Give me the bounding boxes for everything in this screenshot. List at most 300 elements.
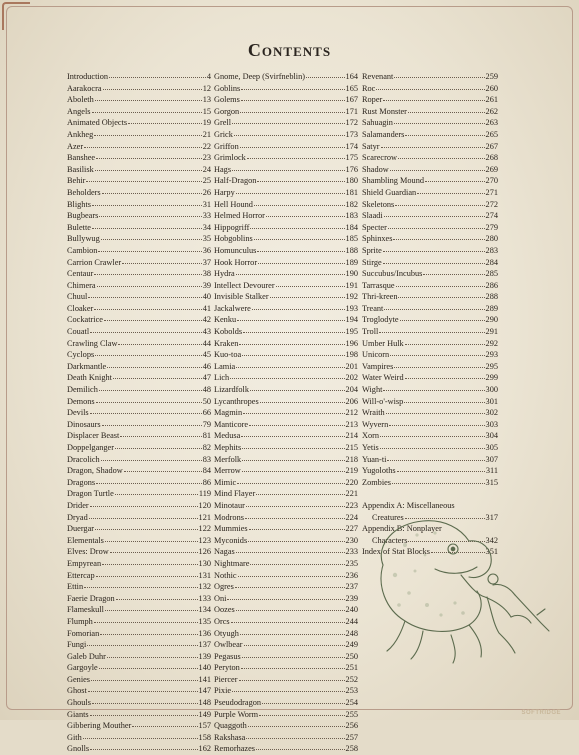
entry-name: Hydra bbox=[214, 269, 235, 279]
entry-page-number: 251 bbox=[345, 663, 358, 673]
entry-page-number: 188 bbox=[345, 245, 358, 255]
entry-page-number: 233 bbox=[345, 547, 358, 557]
dot-leader bbox=[262, 696, 345, 704]
dot-leader bbox=[235, 580, 345, 588]
entry-name: Demons bbox=[67, 396, 95, 406]
dot-leader bbox=[246, 499, 345, 507]
entry-page-number: 265 bbox=[485, 129, 498, 139]
entry-name: Demilich bbox=[67, 385, 98, 395]
entry-page-number: 293 bbox=[485, 350, 498, 360]
dot-leader bbox=[242, 650, 345, 658]
entry-page-number: 130 bbox=[198, 558, 211, 568]
entry-page-number: 224 bbox=[345, 512, 358, 522]
entry-page-number: 45 bbox=[202, 350, 211, 360]
entry-page-number: 33 bbox=[202, 211, 211, 221]
entry-name: Yuan-ti bbox=[362, 454, 387, 464]
entry-page-number: 303 bbox=[485, 419, 498, 429]
entry-name: Characters bbox=[372, 535, 408, 545]
entry-page-number: 288 bbox=[485, 292, 498, 302]
entry-page-number: 176 bbox=[345, 164, 358, 174]
entry-name: Succubus/Incubus bbox=[362, 269, 423, 279]
entry-page-number: 280 bbox=[485, 234, 498, 244]
entry-page-number: 158 bbox=[198, 732, 211, 742]
entry-name: Index of Stat Blocks bbox=[362, 547, 430, 557]
entry-page-number: 239 bbox=[345, 593, 358, 603]
dot-leader bbox=[239, 337, 344, 345]
contents-column-1 bbox=[67, 71, 211, 755]
entry-name: Otyugh bbox=[214, 628, 239, 638]
dot-leader bbox=[110, 545, 198, 553]
entry-name: Dragons bbox=[67, 477, 96, 487]
entry-name: Dryad bbox=[67, 512, 88, 522]
entry-page-number: 183 bbox=[345, 211, 358, 221]
entry-page-number: 181 bbox=[345, 187, 358, 197]
toc-entry bbox=[362, 477, 498, 489]
entry-name: Piercer bbox=[214, 674, 238, 684]
dot-leader bbox=[384, 209, 485, 217]
entry-name: Behir bbox=[67, 176, 86, 186]
dot-leader bbox=[247, 151, 345, 159]
dot-leader bbox=[232, 116, 344, 124]
entry-name: Myconids bbox=[214, 535, 248, 545]
entry-page-number: 291 bbox=[485, 327, 498, 337]
entry-name: Duergar bbox=[67, 524, 95, 534]
dot-leader bbox=[94, 615, 198, 623]
appendix-title: Appendix B: Nonplayer bbox=[362, 524, 442, 534]
dot-leader bbox=[100, 627, 197, 635]
entry-page-number: 79 bbox=[202, 419, 211, 429]
entry-page-number: 119 bbox=[198, 489, 211, 499]
entry-page-number: 263 bbox=[485, 118, 498, 128]
dot-leader bbox=[234, 128, 345, 136]
dot-leader bbox=[238, 569, 345, 577]
dot-leader bbox=[405, 337, 485, 345]
entry-name: Cyclops bbox=[67, 350, 95, 360]
entry-page-number: 182 bbox=[345, 199, 358, 209]
entry-name: Orcs bbox=[214, 616, 230, 626]
entry-page-number: 42 bbox=[202, 315, 211, 325]
dot-leader bbox=[241, 429, 344, 437]
dot-leader bbox=[94, 128, 201, 136]
entry-page-number: 259 bbox=[485, 72, 498, 81]
dot-leader bbox=[250, 557, 344, 565]
entry-page-number: 213 bbox=[345, 419, 358, 429]
dot-leader bbox=[380, 441, 485, 449]
dot-leader bbox=[96, 151, 202, 159]
dot-leader bbox=[116, 592, 198, 600]
entry-page-number: 274 bbox=[485, 211, 498, 221]
entry-page-number: 253 bbox=[345, 686, 358, 696]
entry-name: Darkmantle bbox=[67, 361, 107, 371]
dot-leader bbox=[230, 371, 344, 379]
entry-name: Hook Horror bbox=[214, 257, 258, 267]
entry-page-number: 218 bbox=[345, 454, 358, 464]
dot-leader bbox=[394, 360, 484, 368]
entry-name: Gorgon bbox=[214, 106, 240, 116]
dot-leader bbox=[246, 731, 344, 739]
entry-page-number: 82 bbox=[202, 443, 211, 452]
entry-page-number: 23 bbox=[202, 153, 211, 163]
entry-name: Half-Dragon bbox=[214, 176, 257, 186]
entry-name: Hippogriff bbox=[214, 222, 250, 232]
dot-leader bbox=[95, 163, 202, 171]
corner-ornament bbox=[2, 2, 30, 30]
entry-name: Doppelganger bbox=[67, 443, 114, 452]
entry-page-number: 244 bbox=[345, 616, 358, 626]
dot-leader bbox=[97, 279, 202, 287]
dot-leader bbox=[102, 418, 202, 426]
entry-page-number: 131 bbox=[198, 570, 211, 580]
dot-leader bbox=[248, 719, 345, 727]
entry-page-number: 133 bbox=[198, 593, 211, 603]
entry-page-number: 300 bbox=[485, 385, 498, 395]
entry-page-number: 86 bbox=[202, 477, 211, 487]
entry-name: Aarakocra bbox=[67, 83, 102, 93]
dot-leader bbox=[115, 441, 202, 449]
entry-page-number: 286 bbox=[485, 280, 498, 290]
dot-leader bbox=[257, 244, 344, 252]
entry-page-number: 34 bbox=[202, 222, 211, 232]
dot-leader bbox=[95, 93, 202, 101]
entry-page-number: 270 bbox=[485, 176, 498, 186]
dot-leader bbox=[244, 638, 345, 646]
dot-leader bbox=[236, 360, 344, 368]
entry-name: Oozes bbox=[214, 605, 235, 615]
entry-page-number: 198 bbox=[345, 350, 358, 360]
dot-leader bbox=[390, 348, 484, 356]
entry-name: Xorn bbox=[362, 431, 380, 441]
dot-leader bbox=[242, 464, 345, 472]
entry-page-number: 285 bbox=[485, 269, 498, 279]
entry-page-number: 220 bbox=[345, 477, 358, 487]
entry-page-number: 250 bbox=[345, 651, 358, 661]
entry-page-number: 174 bbox=[345, 141, 358, 151]
entry-page-number: 185 bbox=[345, 234, 358, 244]
entry-name: Displacer Beast bbox=[67, 431, 120, 441]
dot-leader bbox=[89, 511, 198, 519]
entry-name: Owlbear bbox=[214, 640, 243, 650]
entry-name: Aboleth bbox=[67, 95, 94, 105]
entry-page-number: 13 bbox=[202, 95, 211, 105]
dot-leader bbox=[376, 82, 484, 90]
dot-leader bbox=[92, 696, 198, 704]
dot-leader bbox=[98, 244, 201, 252]
entry-name: Quaggoth bbox=[214, 721, 247, 731]
toad-creature-illustration bbox=[365, 505, 555, 670]
entry-name: Fomorian bbox=[67, 628, 100, 638]
entry-name: Wyvern bbox=[362, 419, 389, 429]
entry-name: Elves: Drow bbox=[67, 547, 109, 557]
dot-leader bbox=[95, 522, 198, 530]
dot-leader bbox=[102, 186, 202, 194]
entry-page-number: 164 bbox=[345, 72, 358, 81]
entry-name: Carrion Crawler bbox=[67, 257, 122, 267]
dot-leader bbox=[383, 244, 485, 252]
dot-leader bbox=[227, 592, 344, 600]
dot-leader bbox=[394, 70, 484, 78]
entry-name: Zombies bbox=[362, 477, 392, 487]
dot-leader bbox=[102, 557, 197, 565]
entry-name: Troll bbox=[362, 327, 379, 337]
dot-leader bbox=[259, 708, 344, 716]
dot-leader bbox=[88, 290, 201, 298]
entry-name: Sprite bbox=[362, 245, 382, 255]
dot-leader bbox=[237, 313, 344, 321]
entry-page-number: 184 bbox=[345, 222, 358, 232]
dot-leader bbox=[256, 487, 344, 495]
dot-leader bbox=[384, 302, 484, 310]
entry-page-number: 149 bbox=[198, 709, 211, 719]
entry-name: Pegasus bbox=[214, 651, 241, 661]
entry-name: Scarecrow bbox=[362, 153, 398, 163]
dot-leader bbox=[241, 93, 345, 101]
entry-page-number: 214 bbox=[345, 431, 358, 441]
entry-name: Medusa bbox=[214, 431, 241, 441]
dot-leader bbox=[87, 638, 197, 646]
dot-leader bbox=[266, 209, 345, 217]
entry-page-number: 202 bbox=[345, 373, 358, 383]
dot-leader bbox=[383, 383, 484, 391]
dot-leader bbox=[242, 453, 344, 461]
entry-page-number: 342 bbox=[485, 535, 498, 545]
entry-page-number: 173 bbox=[345, 129, 358, 139]
entry-page-number: 267 bbox=[485, 141, 498, 151]
entry-page-number: 237 bbox=[345, 582, 358, 592]
entry-name: Ettercap bbox=[67, 570, 95, 580]
entry-page-number: 167 bbox=[345, 95, 358, 105]
entry-page-number: 272 bbox=[485, 199, 498, 209]
entry-name: Kuo-toa bbox=[214, 350, 242, 360]
entry-page-number: 36 bbox=[202, 245, 211, 255]
entry-page-number: 140 bbox=[198, 663, 211, 673]
entry-page-number: 12 bbox=[202, 83, 211, 93]
entry-name: Lycanthropes bbox=[214, 396, 259, 406]
entry-name: Nightmare bbox=[214, 558, 250, 568]
entry-page-number: 43 bbox=[202, 327, 211, 337]
dot-leader bbox=[394, 116, 485, 124]
entry-page-number: 189 bbox=[345, 257, 358, 267]
entry-name: Revenant bbox=[362, 72, 394, 81]
entry-name: Empyrean bbox=[67, 558, 102, 568]
entry-name: Rust Monster bbox=[362, 106, 407, 116]
entry-name: Flumph bbox=[67, 616, 93, 626]
dot-leader bbox=[236, 603, 345, 611]
entry-name: Golems bbox=[214, 95, 240, 105]
dot-leader bbox=[405, 371, 485, 379]
entry-page-number: 132 bbox=[198, 582, 211, 592]
dot-leader bbox=[260, 395, 345, 403]
entry-name: Merfolk bbox=[214, 454, 242, 464]
entry-name: Cambion bbox=[67, 245, 98, 255]
entry-page-number: 256 bbox=[345, 721, 358, 731]
dot-leader bbox=[105, 534, 198, 542]
entry-name: Manticore bbox=[214, 419, 249, 429]
entry-name: Lamia bbox=[214, 361, 236, 371]
contents-column-3 bbox=[362, 71, 498, 558]
entry-name: Ettin bbox=[67, 582, 84, 592]
entry-name: Cloaker bbox=[67, 303, 94, 313]
entry-page-number: 41 bbox=[202, 303, 211, 313]
dot-leader bbox=[118, 337, 201, 345]
entry-page-number: 175 bbox=[345, 153, 358, 163]
dot-leader bbox=[254, 232, 345, 240]
entry-name: Salamanders bbox=[362, 129, 405, 139]
dot-leader bbox=[96, 395, 202, 403]
entry-page-number: 162 bbox=[198, 744, 211, 754]
entry-name: Thri-kreen bbox=[362, 292, 398, 302]
dot-leader bbox=[232, 163, 344, 171]
entry-name: Hags bbox=[214, 164, 232, 174]
dot-leader bbox=[386, 406, 485, 414]
entry-name: Bullywug bbox=[67, 234, 100, 244]
entry-page-number: 38 bbox=[202, 269, 211, 279]
dot-leader bbox=[243, 406, 344, 414]
entry-page-number: 148 bbox=[198, 698, 211, 708]
entry-page-number: 302 bbox=[485, 408, 498, 418]
entry-page-number: 269 bbox=[485, 164, 498, 174]
dot-leader bbox=[86, 174, 201, 182]
dot-leader bbox=[404, 395, 484, 403]
dot-leader bbox=[120, 429, 201, 437]
dot-leader bbox=[90, 406, 202, 414]
entry-name: Pseudodragon bbox=[214, 698, 262, 708]
dot-leader bbox=[252, 302, 345, 310]
toc-entry bbox=[67, 743, 211, 755]
entry-name: Vampires bbox=[362, 361, 394, 371]
entry-page-number: 271 bbox=[485, 187, 498, 197]
entry-page-number: 268 bbox=[485, 153, 498, 163]
entry-name: Treant bbox=[362, 303, 384, 313]
dot-leader bbox=[388, 221, 485, 229]
entry-name: Grell bbox=[214, 118, 232, 128]
dot-leader bbox=[256, 742, 345, 750]
entry-name: Ankheg bbox=[67, 129, 94, 139]
entry-name: Flameskull bbox=[67, 605, 104, 615]
dot-leader bbox=[240, 105, 344, 113]
entry-page-number: 135 bbox=[198, 616, 211, 626]
entry-page-number: 257 bbox=[345, 732, 358, 742]
entry-page-number: 136 bbox=[198, 628, 211, 638]
entry-page-number: 126 bbox=[198, 547, 211, 557]
entry-name: Oni bbox=[214, 593, 227, 603]
dot-leader bbox=[258, 256, 344, 264]
entry-name: Ghouls bbox=[67, 698, 91, 708]
entry-name: Skeletons bbox=[362, 199, 395, 209]
dot-leader bbox=[92, 105, 202, 113]
entry-name: Dracolich bbox=[67, 454, 100, 464]
entry-name: Ogres bbox=[214, 582, 234, 592]
entry-page-number: 215 bbox=[345, 443, 358, 452]
entry-name: Yetis bbox=[362, 443, 379, 452]
entry-page-number: 194 bbox=[345, 315, 358, 325]
dot-leader bbox=[245, 511, 345, 519]
dot-leader bbox=[99, 383, 202, 391]
dot-leader bbox=[99, 209, 201, 217]
entry-name: Pixie bbox=[214, 686, 232, 696]
dot-leader bbox=[94, 267, 201, 275]
entry-page-number: 305 bbox=[485, 443, 498, 452]
entry-name: Peryton bbox=[214, 663, 240, 673]
dot-leader bbox=[236, 186, 345, 194]
entry-page-number: 261 bbox=[485, 95, 498, 105]
entry-page-number: 295 bbox=[485, 361, 498, 371]
entry-name: Kenku bbox=[214, 315, 237, 325]
dot-leader bbox=[387, 453, 484, 461]
entry-page-number: 262 bbox=[485, 106, 498, 116]
entry-page-number: 279 bbox=[485, 222, 498, 232]
entry-name: Slaadi bbox=[362, 211, 383, 221]
dot-leader bbox=[101, 453, 202, 461]
entry-page-number: 139 bbox=[198, 651, 211, 661]
entry-page-number: 19 bbox=[202, 118, 211, 128]
entry-name: Hobgoblins bbox=[214, 234, 253, 244]
dot-leader bbox=[383, 93, 484, 101]
dot-leader bbox=[90, 499, 198, 507]
dot-leader bbox=[90, 742, 197, 750]
entry-name: Magmin bbox=[214, 408, 243, 418]
dot-leader bbox=[92, 221, 202, 229]
entry-page-number: 192 bbox=[345, 292, 358, 302]
entry-page-number: 44 bbox=[202, 338, 211, 348]
entry-page-number: 180 bbox=[345, 176, 358, 186]
entry-name: Ghost bbox=[67, 686, 87, 696]
entry-name: Shadow bbox=[362, 164, 389, 174]
entry-name: Tarrasque bbox=[362, 280, 395, 290]
entry-name: Roc bbox=[362, 83, 376, 93]
entry-name: Couatl bbox=[67, 327, 90, 337]
dot-leader bbox=[423, 267, 484, 275]
entry-name: Will-o'-wisp bbox=[362, 396, 404, 406]
entry-page-number: 50 bbox=[202, 396, 211, 406]
dot-leader bbox=[83, 731, 198, 739]
entry-page-number: 255 bbox=[345, 709, 358, 719]
dot-leader bbox=[248, 534, 344, 542]
dot-leader bbox=[91, 673, 198, 681]
dot-leader bbox=[232, 684, 344, 692]
entry-name: Galeb Duhr bbox=[67, 651, 106, 661]
entry-name: Homunculus bbox=[214, 245, 257, 255]
dot-leader bbox=[124, 464, 202, 472]
dot-leader bbox=[90, 325, 202, 333]
dot-leader bbox=[236, 267, 345, 275]
entry-name: Centaur bbox=[67, 269, 94, 279]
entry-page-number: 48 bbox=[202, 385, 211, 395]
dot-leader bbox=[96, 569, 198, 577]
dot-leader bbox=[395, 198, 484, 206]
entry-page-number: 66 bbox=[202, 408, 211, 418]
dot-leader bbox=[389, 418, 484, 426]
dot-leader bbox=[107, 650, 198, 658]
dot-leader bbox=[95, 348, 202, 356]
entry-name: Mind Flayer bbox=[214, 489, 256, 499]
entry-name: Shambling Mound bbox=[362, 176, 424, 186]
entry-page-number: 21 bbox=[202, 129, 211, 139]
entry-page-number: 299 bbox=[485, 373, 498, 383]
dot-leader bbox=[115, 487, 198, 495]
entry-page-number: 81 bbox=[202, 431, 211, 441]
entry-page-number: 235 bbox=[345, 558, 358, 568]
entry-name: Gargoyle bbox=[67, 663, 98, 673]
entry-page-number: 260 bbox=[485, 83, 498, 93]
entry-name: Umber Hulk bbox=[362, 338, 404, 348]
dot-leader bbox=[237, 476, 344, 484]
dot-leader bbox=[417, 186, 484, 194]
dot-leader bbox=[393, 232, 484, 240]
entry-name: Specter bbox=[362, 222, 387, 232]
entry-name: Banshee bbox=[67, 153, 96, 163]
entry-page-number: 46 bbox=[202, 361, 211, 371]
entry-name: Dinosaurs bbox=[67, 419, 101, 429]
